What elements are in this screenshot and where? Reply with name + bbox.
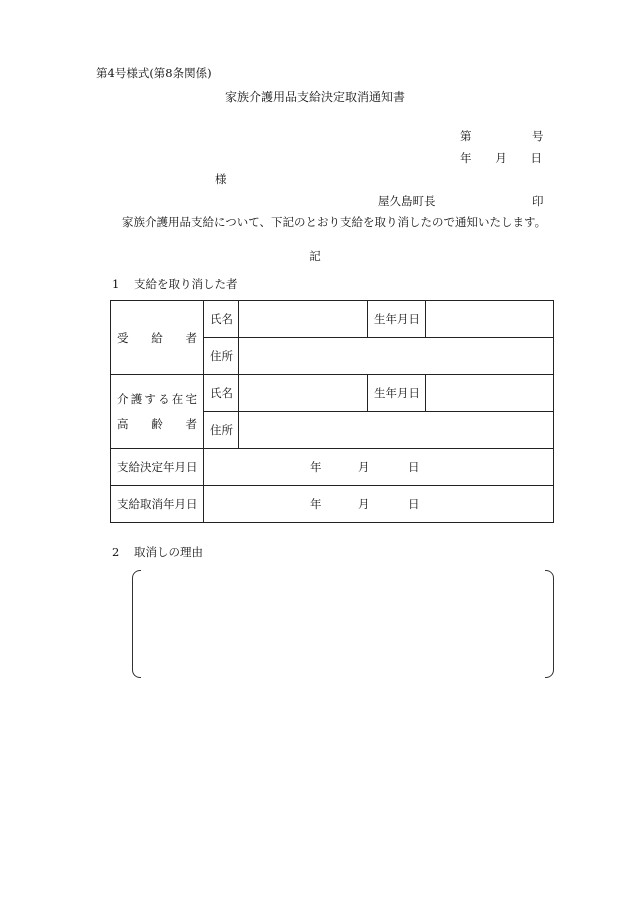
reason-bracket-left <box>132 570 141 678</box>
issuer-name: 屋久島町長 <box>378 194 436 208</box>
table-row <box>111 449 554 486</box>
seal-mark: 印 <box>532 194 544 208</box>
recipient-address-label: 住所 <box>204 338 239 375</box>
recipient-address-value <box>239 338 554 375</box>
table-row <box>111 486 554 523</box>
decision-date-value <box>204 449 554 486</box>
cancelled-person-table <box>110 300 554 523</box>
recipient-birthdate-label: 生年月日 <box>368 301 426 338</box>
elderly-address-value <box>239 412 554 449</box>
elderly-birthdate-label: 生年月日 <box>368 375 426 412</box>
issue-date-day: 日 <box>530 151 542 165</box>
section2-number: 2 <box>112 545 120 559</box>
section2-heading <box>112 547 203 559</box>
issue-date <box>460 153 542 165</box>
document-title: 家族介護用品支給決定取消通知書 <box>224 90 405 104</box>
number-suffix: 号 <box>532 129 544 143</box>
elderly-address-label: 住所 <box>204 412 239 449</box>
ki-heading: 記 <box>309 249 321 263</box>
issue-date-year: 年 <box>460 151 472 165</box>
decision-date-day: 日 <box>408 460 420 474</box>
section2-label: 取消しの理由 <box>134 545 203 559</box>
elderly-label-line1: 介 護 す る 在 宅 <box>117 392 197 406</box>
recipient-name-label: 氏名 <box>204 301 239 338</box>
recipient-name-value <box>239 301 368 338</box>
table-row <box>111 375 554 412</box>
elderly-name-value <box>239 375 368 412</box>
addressee-suffix: 様 <box>215 172 227 186</box>
notice-body: 家族介護用品支給について、下記のとおり支給を取り消したので通知いたします。 <box>122 215 547 229</box>
form-number: 第4号様式(第8条関係) <box>96 66 212 80</box>
elderly-label <box>111 375 204 449</box>
elderly-birthdate-value <box>426 375 554 412</box>
reason-bracket-right <box>545 570 554 678</box>
decision-date-year: 年 <box>310 460 322 474</box>
cancel-date-day: 日 <box>408 497 420 511</box>
recipient-label-text: 受 給 者 <box>117 330 197 345</box>
recipient-birthdate-value <box>426 301 554 338</box>
section1-label: 支給を取り消した者 <box>134 277 238 291</box>
section1-number: 1 <box>112 277 120 291</box>
cancel-date-label: 支給取消年月日 <box>111 486 204 523</box>
recipient-label <box>111 301 204 375</box>
elderly-name-label: 氏名 <box>204 375 239 412</box>
table-row <box>111 301 554 338</box>
cancel-date-year: 年 <box>310 497 322 511</box>
number-prefix: 第 <box>460 129 472 143</box>
elderly-label-line2: 高 齢 者 <box>117 417 197 431</box>
cancel-date-value <box>204 486 554 523</box>
decision-date-month: 月 <box>358 460 370 474</box>
section1-heading <box>112 279 238 291</box>
decision-date-label: 支給決定年月日 <box>111 449 204 486</box>
issue-date-month: 月 <box>495 151 507 165</box>
cancel-date-month: 月 <box>358 497 370 511</box>
